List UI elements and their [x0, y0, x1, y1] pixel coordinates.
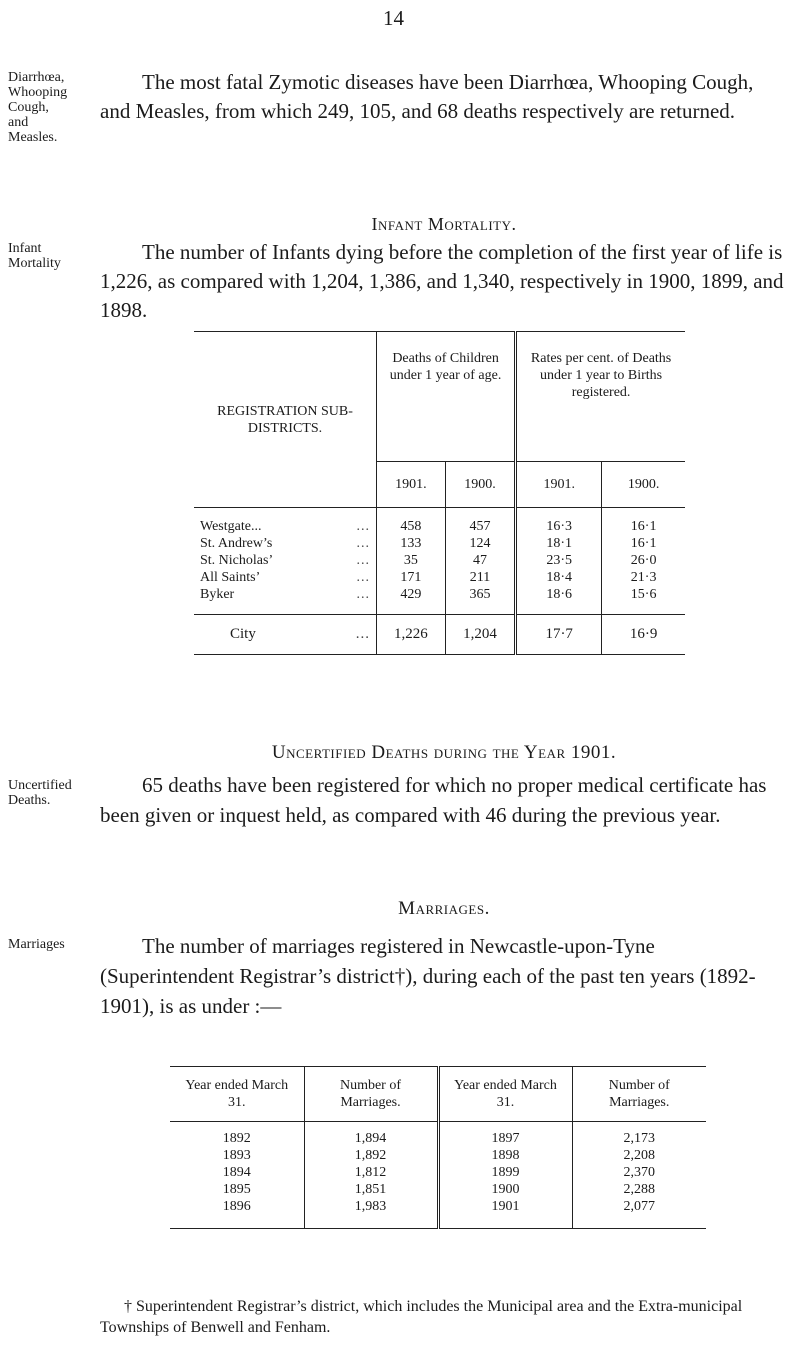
year-cell: 1901 [438, 1198, 572, 1215]
deaths-1900: 47 [445, 552, 515, 569]
rate-1900: 16·1 [602, 535, 685, 552]
rate-1901: 23·5 [516, 552, 602, 569]
number-cell: 2,173 [572, 1130, 706, 1147]
total-rate-1901: 17·7 [516, 615, 602, 655]
number-cell: 2,370 [572, 1164, 706, 1181]
deaths-1901: 133 [377, 535, 446, 552]
marriages-paragraph: The number of marriages registered in Newcastle-upon-Tyne (Superintendent Registrar’s district†), during each of the past ten years (1892-1901), is as under :— [100, 934, 756, 1018]
number-cell: 2,208 [572, 1147, 706, 1164]
year-cell: 1892 [222, 1130, 251, 1146]
header-year-right: Year ended March 31. [438, 1067, 572, 1122]
year-cell: 1899 [438, 1164, 572, 1181]
year-cell: 1897 [438, 1130, 572, 1147]
rate-1900: 16·1 [602, 518, 685, 535]
rate-1901: 16·3 [516, 518, 602, 535]
table-row [170, 1198, 706, 1215]
number-cell: 1,894 [304, 1130, 438, 1147]
year-cell: 1895 [222, 1181, 251, 1197]
table-row [194, 518, 685, 535]
year-header: 1900. [602, 462, 685, 508]
zymotic-paragraph: The most fatal Zymotic diseases have been Diarrhœa, Whooping Cough, and Measles, from which 249, 105, and 68 deaths respectively are returned. [100, 70, 754, 123]
leader-dots: ... [356, 518, 370, 534]
deaths-1900: 365 [445, 586, 515, 603]
page-number: 14 [383, 6, 404, 30]
deaths-1901: 35 [377, 552, 446, 569]
deaths-1900: 211 [445, 569, 515, 586]
deaths-1901: 458 [377, 518, 446, 535]
uncertified-heading: Uncertified Deaths during the Year 1901. [271, 742, 617, 763]
leader-dots: ... [356, 535, 370, 551]
year-header: 1901. [516, 462, 602, 508]
rate-1901: 18·6 [516, 586, 602, 603]
margin-note-uncertified: Uncertified Deaths. [8, 778, 72, 808]
table-row [194, 552, 685, 569]
leader-dots: ... [356, 552, 370, 568]
header-number-left: Number of Marriages. [304, 1067, 438, 1122]
year-cell: 1896 [222, 1198, 251, 1214]
rate-1900: 21·3 [602, 569, 685, 586]
rate-1901: 18·1 [516, 535, 602, 552]
table-row [194, 586, 685, 603]
table-row [170, 1181, 706, 1198]
total-rate-1900: 16·9 [602, 615, 685, 655]
total-deaths-1901: 1,226 [377, 615, 446, 655]
header-registration: REGISTRATION SUB-DISTRICTS. [194, 332, 377, 508]
year-cell: 1893 [222, 1147, 251, 1163]
marriages-table [170, 1066, 706, 1229]
table-row [194, 535, 685, 552]
total-name: City [230, 626, 256, 642]
rate-1900: 15·6 [602, 586, 685, 603]
footnote: † Superintendent Registrar’s district, which includes the Municipal area and the Extra-municipal Townships of Benwell and Fenham. [100, 1298, 743, 1336]
infant-mortality-heading: Infant Mortality. [371, 214, 517, 234]
year-header: 1900. [445, 462, 515, 508]
year-cell: 1894 [222, 1164, 251, 1180]
district-name: St. Nicholas’ [200, 552, 274, 568]
year-header: 1901. [377, 462, 446, 508]
number-cell: 2,077 [572, 1198, 706, 1215]
leader-dots: ... [356, 569, 370, 585]
leader-dots: ... [355, 626, 370, 642]
number-cell: 1,851 [304, 1181, 438, 1198]
infant-paragraph: The number of Infants dying before the completion of the first year of life is 1,226, as compared with 1,204, 1,386, and 1,340, respectively in 1900, 1899, and 1898. [100, 240, 784, 322]
table-row [170, 1147, 706, 1164]
margin-note-diarrhoea: Diarrhœa, Whooping Cough, and Measles. [8, 70, 68, 145]
year-cell: 1898 [438, 1147, 572, 1164]
deaths-1900: 124 [445, 535, 515, 552]
header-deaths: Deaths of Children under 1 year of age. [377, 332, 516, 462]
rate-1900: 26·0 [602, 552, 685, 569]
table-row [170, 1164, 706, 1181]
marriages-heading: Marriages. [398, 898, 490, 919]
number-cell: 2,288 [572, 1181, 706, 1198]
number-cell: 1,892 [304, 1147, 438, 1164]
year-cell: 1900 [438, 1181, 572, 1198]
margin-note-marriages: Marriages [8, 937, 65, 952]
total-deaths-1900: 1,204 [445, 615, 515, 655]
number-cell: 1,812 [304, 1164, 438, 1181]
table-row [170, 1130, 706, 1147]
leader-dots: ... [356, 586, 370, 602]
deaths-1900: 457 [445, 518, 515, 535]
deaths-1901: 171 [377, 569, 446, 586]
table-row [194, 569, 685, 586]
margin-note-infant: Infant Mortality [8, 241, 61, 271]
number-cell: 1,983 [304, 1198, 438, 1215]
rate-1901: 18·4 [516, 569, 602, 586]
infant-mortality-table [194, 331, 685, 655]
deaths-1901: 429 [377, 586, 446, 603]
header-year-left: Year ended March 31. [170, 1067, 304, 1122]
uncertified-paragraph: 65 deaths have been registered for which no proper medical certificate has been given or inquest held, as compared with 46 during the previous year. [100, 773, 767, 827]
header-rates: Rates per cent. of Deaths under 1 year to Births registered. [516, 332, 685, 462]
header-number-right: Number of Marriages. [572, 1067, 706, 1122]
district-name: Byker [200, 586, 235, 602]
district-name: All Saints’ [200, 569, 261, 585]
district-name: St. Andrew’s [200, 535, 273, 551]
district-name: Westgate... [200, 518, 262, 534]
table-total-row [194, 615, 685, 655]
